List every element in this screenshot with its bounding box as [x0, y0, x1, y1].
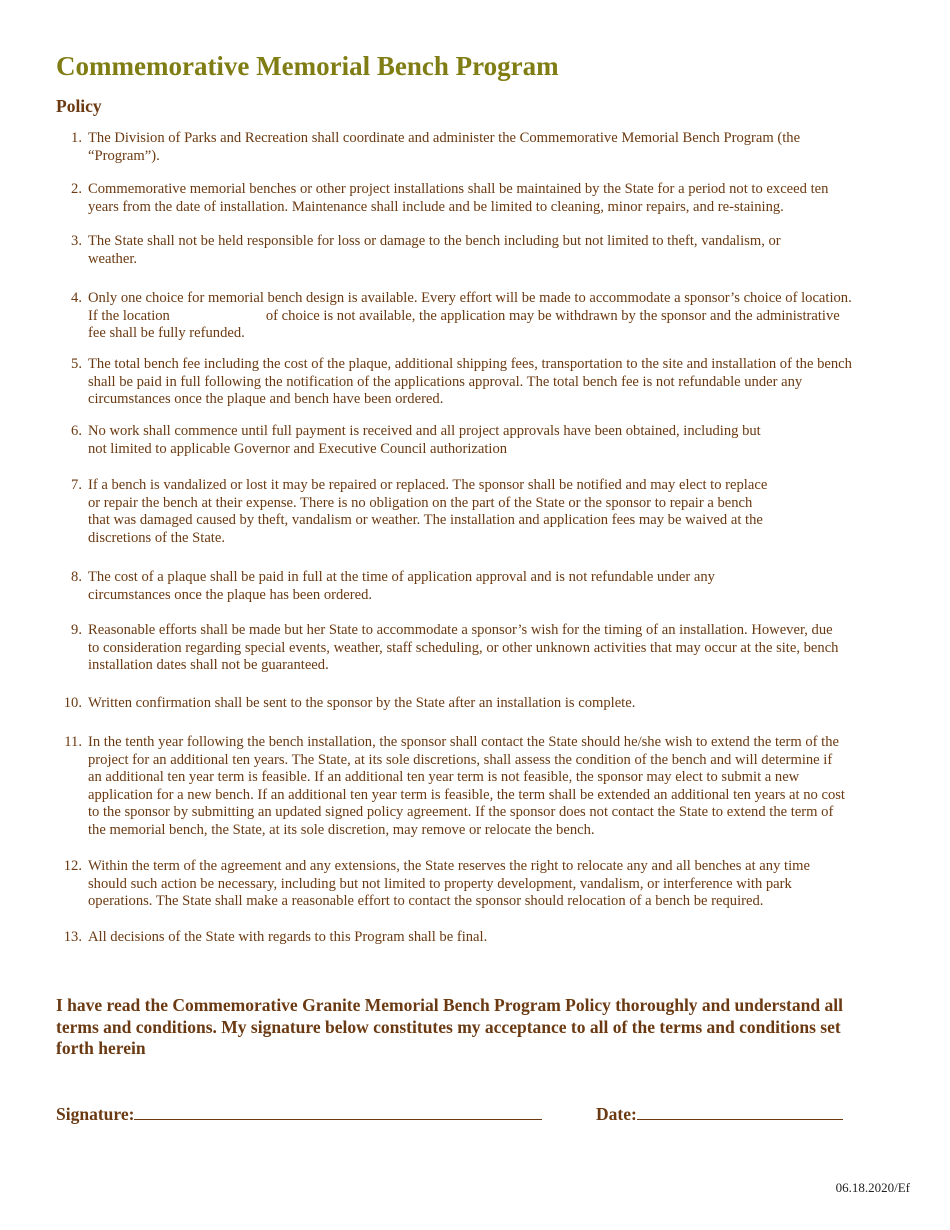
footer-code: 06.18.2020/Ef — [835, 1180, 910, 1195]
item-text: The total bench fee including the cost of the plaque, additional shipping fees, transportation to the site and installation of the bench shall be paid in full following the notification of the applications approval. The total bench fee is not refundable under any circumstances once the plaque and bench have been ordered. — [88, 356, 852, 408]
item-number: 11. — [64, 734, 82, 750]
date-field[interactable] — [596, 1103, 843, 1125]
item-number: 5. — [71, 356, 82, 372]
item-text: If a bench is vandalized or lost it may be repaired or replaced. The sponsor shall be notified and may elect to replace or repair the bench at their expense. There is no obligation on the part of the State or the sponsor to repair a bench that was damaged caused by theft, vandalism or weather. The installation and application fees may be waived at the discretions of the State. — [88, 477, 768, 546]
item-number: 6. — [71, 423, 82, 439]
item-number: 10. — [63, 695, 82, 711]
item-text: Written confirmation shall be sent to the sponsor by the State after an installation is complete. — [88, 695, 636, 711]
item-number: 9. — [71, 622, 82, 638]
item-number: 12. — [63, 858, 82, 874]
item-text: Only one choice for memorial bench design is available. Every effort will be made to accommodate a sponsor’s choice of location. If the location of choice is not available, the application may be withdrawn by the sponsor and the administrative fee shall be fully refunded. — [88, 290, 852, 342]
signature-line[interactable] — [134, 1104, 542, 1120]
item-text: Commemorative memorial benches or other project installations shall be maintained by the State for a period not to exceed ten years from the date of installation. Maintenance shall include and be limited to cleaning, minor repairs, and re-staining. — [88, 181, 829, 215]
section-heading: Policy — [56, 96, 102, 116]
item-text: The State shall not be held responsible for loss or damage to the bench including but not limited to theft, vandalism, or weather. — [88, 233, 781, 267]
item-number: 1. — [71, 130, 82, 146]
date-line[interactable] — [637, 1104, 843, 1120]
date-label: Date: — [596, 1104, 637, 1124]
item-number: 4. — [71, 290, 82, 306]
item-number: 2. — [71, 181, 82, 197]
item-text: No work shall commence until full payment is received and all project approvals have been obtained, including but not limited to applicable Governor and Executive Council authorization — [88, 423, 761, 457]
item-text: The cost of a plaque shall be paid in full at the time of application approval and is not refundable under any circumstances once the plaque has been ordered. — [88, 569, 715, 603]
item-text: Reasonable efforts shall be made but her State to accommodate a sponsor’s wish for the timing of an installation. However, due to consideration regarding special events, weather, staff scheduling, or other unknown activities that may occur at the site, bench installation dates shall not be guaranteed. — [88, 622, 839, 674]
item-text: In the tenth year following the bench installation, the sponsor shall contact the State should he/she wish to extend the term of the project for an additional ten years. The State, at its sole discretions, shall assess the condition of the bench and will determine if an additional ten year term is feasible. If an additional ten year term is not feasible, the sponsor may elect to submit a new application for a new bench. If an additional ten year term is feasible, the term shall be extended an additional ten years at no cost to the sponsor by submitting an updated signed policy agreement. If the sponsor does not contact the State to extend the term of the memorial bench, the State, at its sole discretion, may remove or relocate the bench. — [88, 734, 845, 838]
page-title: Commemorative Memorial Bench Program — [56, 51, 559, 81]
item-number: 3. — [71, 233, 82, 249]
item-text: Within the term of the agreement and any extensions, the State reserves the right to relocate any and all benches at any time should such action be necessary, including but not limited to property development, vandalism, or interference with park operations. The State shall make a reasonable effort to contact the sponsor should relocation of a bench be required. — [88, 858, 810, 910]
item-text: All decisions of the State with regards to this Program shall be final. — [88, 929, 488, 945]
item-number: 13. — [63, 929, 82, 945]
acknowledgement-statement: I have read the Commemorative Granite Memorial Bench Program Policy thoroughly and understand all terms and conditions. My signature below constitutes my acceptance to all of the terms and conditions set forth herein — [56, 995, 843, 1058]
signature-field[interactable] — [56, 1103, 542, 1125]
signature-label: Signature: — [56, 1104, 135, 1124]
item-number: 8. — [71, 569, 82, 585]
item-number: 7. — [71, 477, 82, 493]
item-text: The Division of Parks and Recreation shall coordinate and administer the Commemorative Memorial Bench Program (the “Program”). — [88, 130, 801, 164]
